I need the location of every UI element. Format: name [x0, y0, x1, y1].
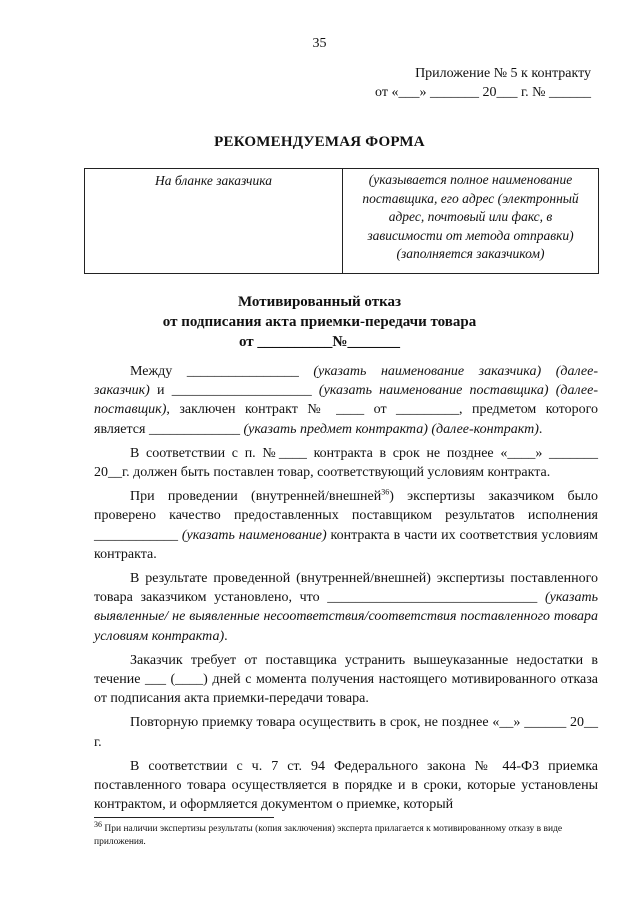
- appendix-line-1: Приложение № 5 к контракту: [415, 66, 591, 81]
- paragraph-expertise-result: [94, 569, 598, 646]
- p4-hint-findings: (указать выявленные/ не выявленные несоответствия/соответствия поставленного товара условиям контракта): [94, 590, 598, 644]
- paragraph-demand: Заказчик требует от поставщика устранить вышеуказанные недостатки в течение ___ (____) дней с момента получения настоящего мотивированного отказа от подписания акта приемки-передачи товара.: [94, 652, 598, 707]
- footnote-text: При наличии экспертизы результаты (копия заключения) эксперта прилагается к мотивированному отказу в виде приложения.: [94, 824, 563, 847]
- document-body: [94, 362, 598, 814]
- page-number: 35: [312, 36, 327, 51]
- customer-letterhead-cell: На бланке заказчика: [85, 169, 343, 273]
- paragraph-reacceptance: Повторную приемку товара осуществить в срок, не позднее «__» ______ 20__ г.: [94, 715, 598, 750]
- p4-text-c: .: [224, 628, 228, 644]
- footnote: [94, 819, 598, 849]
- document-title-line-2: от подписания акта приемки-передачи товара: [162, 314, 477, 330]
- appendix-reference: [375, 64, 591, 102]
- appendix-line-2: от «___» _______ 20___ г. № ______: [375, 85, 591, 100]
- paragraph-parties: [94, 362, 598, 439]
- header-box: [84, 168, 599, 274]
- document-title-line-3: от __________№_______: [239, 334, 400, 350]
- p1-text-a: Между ________________: [130, 364, 314, 379]
- p3-text-d: контракта в части их соответствия условиям контракта.: [94, 527, 598, 562]
- document-title: [0, 292, 639, 352]
- paragraph-delivery-term: В соответствии с п. №____ контракта в срок не позднее «____» _______ 20__г. должен быть поставлен товар, соответствующий условиям контракта.: [94, 445, 598, 481]
- footnote-marker: 36: [94, 819, 102, 829]
- p1-text-e: , заключен контракт № ____ от _________, предметом которого является _____________: [94, 402, 598, 437]
- document-title-line-1: Мотивированный отказ: [237, 294, 402, 310]
- paragraph-legal-basis: В соответствии с ч. 7 ст. 94 Федерального закона № 44-ФЗ приемка поставленного товара осуществляется в порядке и в сроки, которые установлены контрактом, и оформляется документом о приемке, который: [94, 758, 598, 813]
- paragraph-expertise: [94, 487, 598, 564]
- supplier-info-cell: (указывается полное наименование поставщика, его адрес (электронный адрес, почтовый или факс, в зависимости от метода отправки) (заполняется заказчиком): [362, 172, 579, 261]
- p1-hint-customer: (указать наименование заказчика) (далее-заказчик): [94, 364, 598, 399]
- p4-text-a: В результате проведенной (внутренней/внешней) экспертизы поставленного товара заказчиком установлено, что ______________________________: [94, 571, 598, 606]
- footnote-ref: 36: [381, 487, 390, 497]
- p1-hint-subject: (указать предмет контракта) (далее-контракт): [243, 421, 539, 437]
- p1-text-g: .: [538, 421, 543, 437]
- p1-hint-supplier: (указать наименование поставщика) (далее-поставщик): [94, 383, 598, 418]
- p3-hint-name: (указать наименование): [181, 527, 327, 543]
- p3-text-a: При проведении (внутренней/внешней: [130, 489, 382, 505]
- p3-text-b: ) экспертизы заказчиком было проверено качество предоставленных поставщиком результатов исполнения ____________: [94, 489, 599, 543]
- p1-text-c: и ____________________: [149, 383, 319, 399]
- footnote-divider: [94, 817, 274, 818]
- form-title: РЕКОМЕНДУЕМАЯ ФОРМА: [214, 134, 425, 150]
